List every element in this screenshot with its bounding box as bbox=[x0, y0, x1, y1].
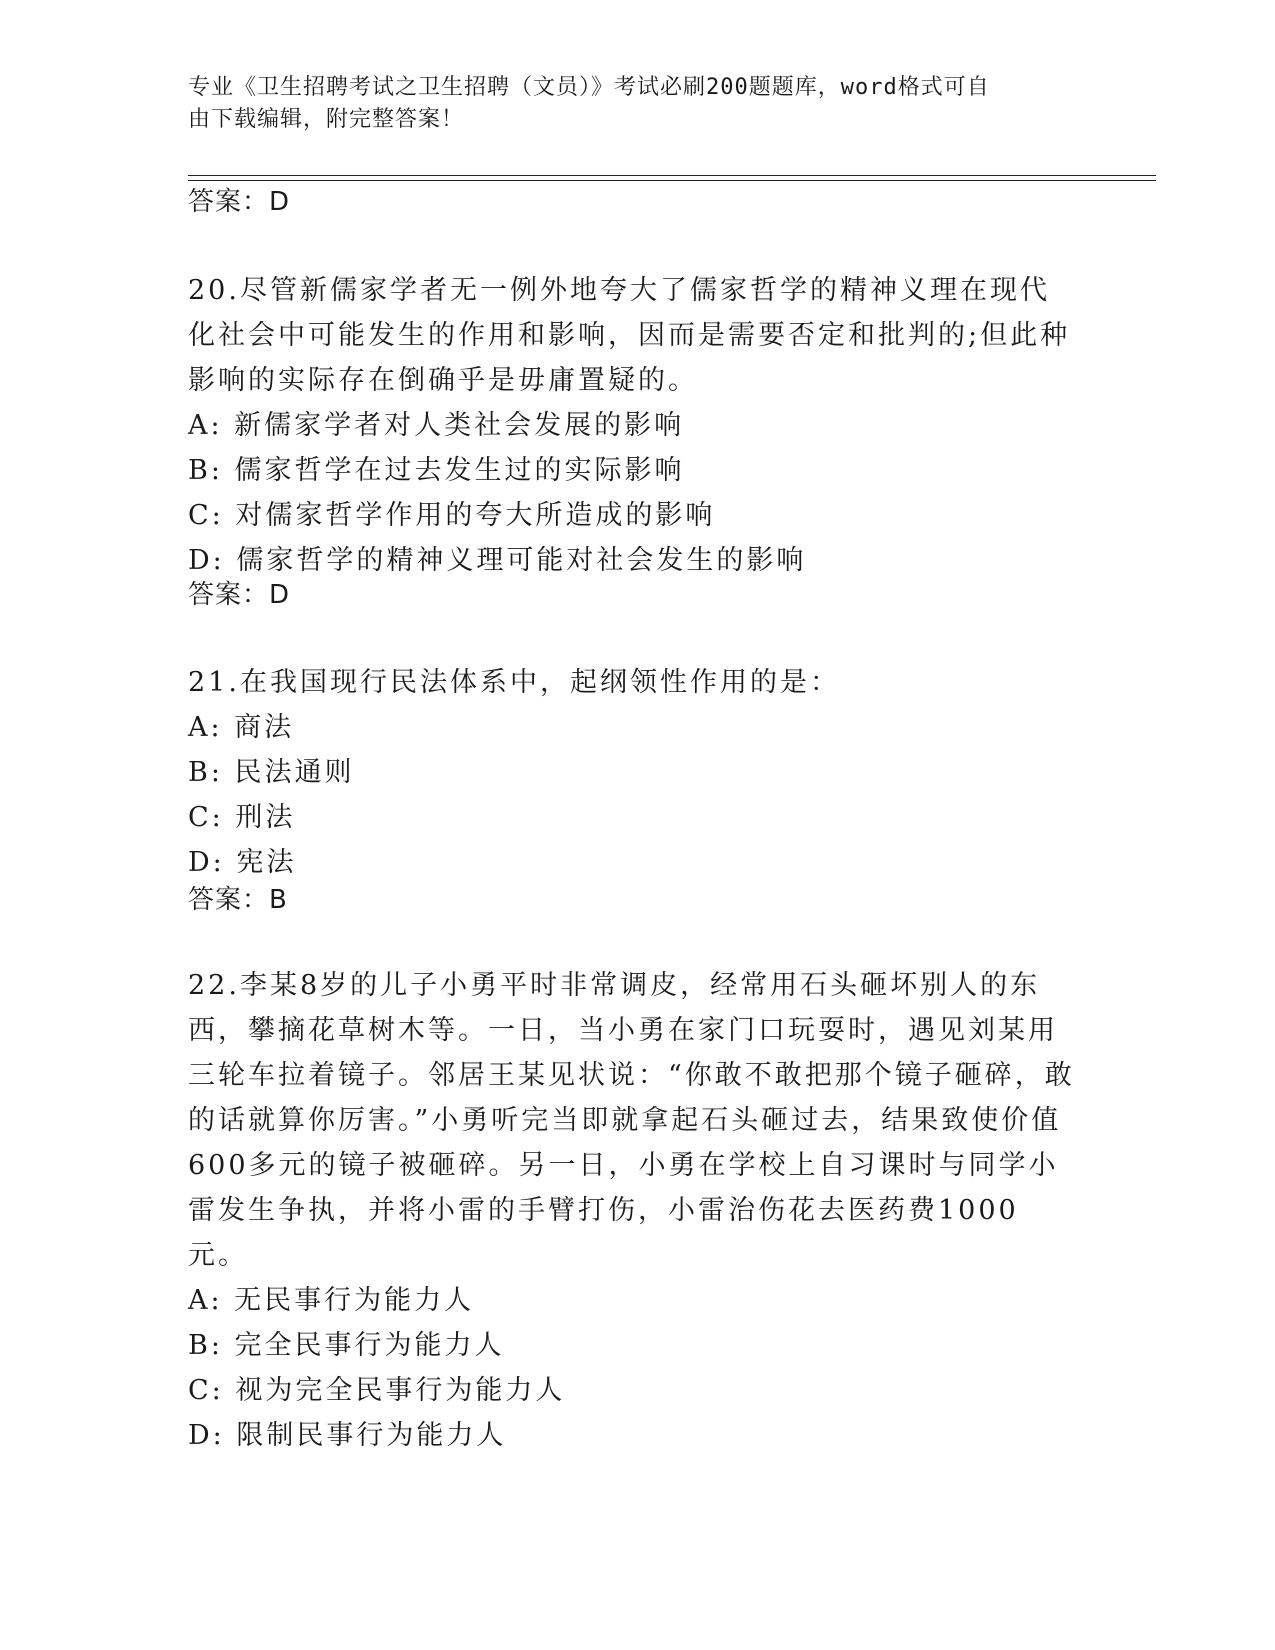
option-b: B: 儒家哲学在过去发生过的实际影响 bbox=[188, 455, 685, 486]
answer-20: 答案：D bbox=[188, 580, 291, 610]
header-line-2: 由下载编辑，附完整答案！ bbox=[188, 107, 465, 132]
answer-21: 答案：B bbox=[188, 885, 288, 915]
option-c: C: 视为完全民事行为能力人 bbox=[188, 1375, 566, 1406]
question-text: 21.在我国现行民法体系中，起纲领性作用的是： bbox=[188, 667, 840, 698]
option-list bbox=[188, 403, 1078, 583]
option-c: C: 对儒家哲学作用的夸大所造成的影响 bbox=[188, 500, 716, 531]
option-a: A: 商法 bbox=[188, 712, 295, 743]
question-text: 20.尽管新儒家学者无一例外地夸大了儒家哲学的精神义理在现代化社会中可能发生的作用和影响，因而是需要否定和批判的;但此种影响的实际存在倒确乎是毋庸置疑的。 bbox=[188, 275, 1071, 396]
question-text: 22.李某8岁的儿子小勇平时非常调皮，经常用石头砸坏别人的东西，攀摘花草树木等。一日，当小勇在家门口玩耍时，遇见刘某用三轮车拉着镜子。邻居王某见状说：“你敢不敢把那个镜子砸碎，敢的话就算你厉害。”小勇听完当即就拿起石头砸过去，结果致使价值600多元的镜子被砸碎。另一日，小勇在学校上自习课时与同学小雷发生争执，并将小雷的手臂打伤，小雷治伤花去医药费1000元。 bbox=[188, 970, 1075, 1271]
header-rule-top bbox=[188, 175, 1156, 176]
option-d: D: 儒家哲学的精神义理可能对社会发生的影响 bbox=[188, 545, 807, 576]
option-a: A: 无民事行为能力人 bbox=[188, 1285, 475, 1316]
option-a: A: 新儒家学者对人类社会发展的影响 bbox=[188, 410, 685, 441]
question-22 bbox=[188, 963, 1078, 1458]
option-b: B: 民法通则 bbox=[188, 757, 355, 788]
answer-prev: 答案：D bbox=[188, 187, 291, 217]
question-21 bbox=[188, 660, 1078, 885]
option-list bbox=[188, 705, 1078, 885]
document-header bbox=[188, 72, 1088, 136]
option-d: D: 限制民事行为能力人 bbox=[188, 1420, 507, 1451]
question-20 bbox=[188, 268, 1078, 583]
header-line-1: 专业《卫生招聘考试之卫生招聘（文员）》考试必刷200题题库，word格式可自 bbox=[188, 75, 990, 100]
option-b: B: 完全民事行为能力人 bbox=[188, 1330, 505, 1361]
header-rule-bottom bbox=[188, 180, 1156, 181]
option-c: C: 刑法 bbox=[188, 802, 296, 833]
option-list bbox=[188, 1278, 1078, 1458]
option-d: D: 宪法 bbox=[188, 847, 297, 878]
